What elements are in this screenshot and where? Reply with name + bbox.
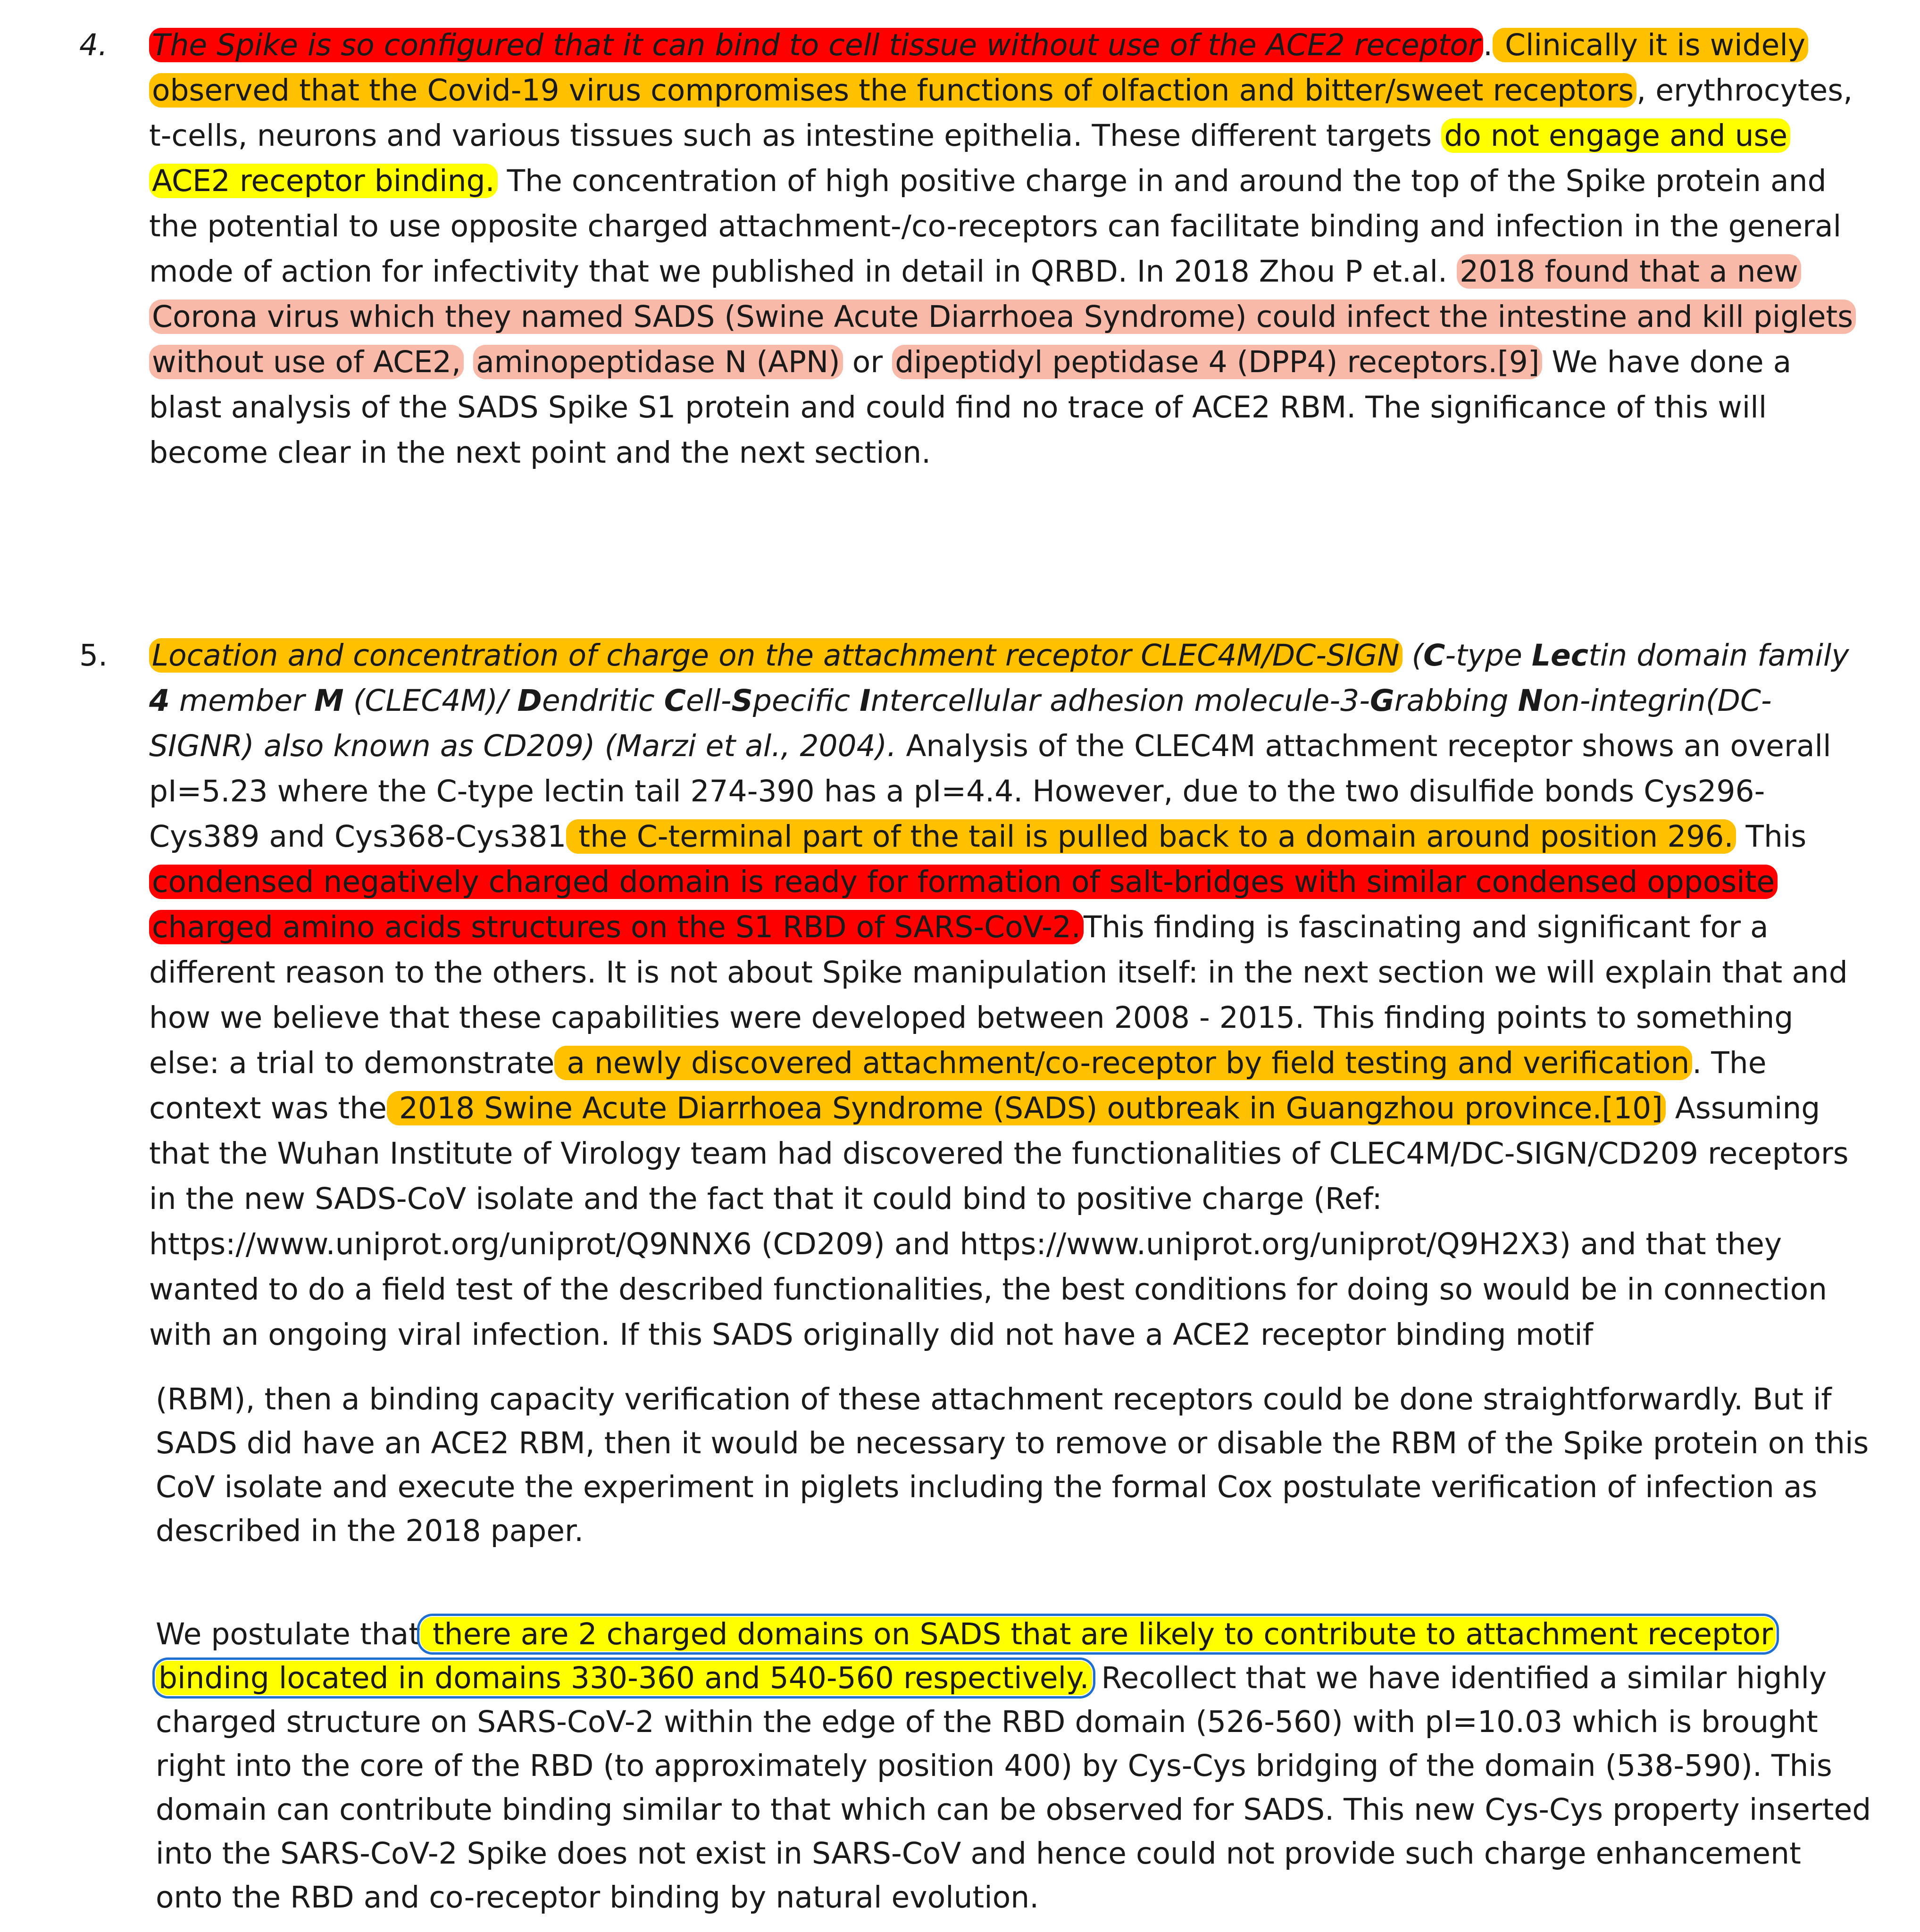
- item-5-continuation: (RBM), then a binding capacity verification of these attachment receptors could be done straightforwardly. But if SADS did have an ACE2 RBM, then it would be necessary to remove or disable the RBM of the Spike protein on this CoV isolate and execute the experiment in piglets including the formal Cox postulate verification of infection as described in the 2018 paper.: [156, 1382, 1869, 1548]
- definition-text: pecific: [752, 683, 860, 718]
- definition-text: tin domain family: [1588, 638, 1849, 673]
- item-5-domain-highlight: condensed negatively charged domain is ready for formation of salt-bridges with similar condensed opposite charged amino acids structures on the S1 RBD of SARS-CoV-2.: [149, 865, 1778, 944]
- definition-text: endritic: [542, 683, 664, 718]
- item-4-paragraph: [149, 23, 1866, 475]
- definition-text: ell-: [686, 683, 732, 718]
- item-4-sads-highlight: 2018 found that a new Corona virus which they named SADS (Swine Acute Diarrhoea Syndrome) could infect the intestine and kill piglets without use of ACE2,: [149, 254, 1856, 379]
- postulate-paragraph: [156, 1612, 1873, 1919]
- item-5-text: This: [1736, 819, 1807, 854]
- postulate-boxed-highlight: there are 2 charged domains on SADS that are likely to contribute to attachment receptor binding located in domains 330-360 and 540-560 respectively.: [156, 1617, 1776, 1695]
- definition-bold: C: [1423, 638, 1445, 673]
- definition-bold: Lec: [1531, 638, 1589, 673]
- item-5-title-highlight: Location and concentration of charge on the attachment receptor CLEC4M/DC-SIGN: [149, 638, 1402, 673]
- item-4-dpp4-highlight: dipeptidyl peptidase 4 (DPP4) receptors.[9]: [892, 345, 1542, 379]
- definition-bold: G: [1369, 683, 1394, 718]
- item-4-claim-highlight: The Spike is so configured that it can bind to cell tissue without use of the ACE2 receptor: [149, 28, 1483, 62]
- postulate-text: We postulate that: [156, 1617, 420, 1651]
- item-5-tail-highlight: the C-terminal part of the tail is pulled back to a domain around position 296.: [566, 819, 1736, 854]
- item-4-ace2-highlight: do not engage and use ACE2 receptor binding.: [149, 118, 1790, 198]
- definition-text: on-integrin(DC-SIGNR) also known as CD209) (Marzi et al., 2004).: [149, 683, 1772, 763]
- item-4-text: , erythrocytes, t-cells, neurons and various tissues such as intestine epithelia. These different targets: [149, 73, 1853, 153]
- item-4-clinical-highlight: Clinically it is widely observed that the Covid-19 virus compromises the functions of olfaction and bitter/sweet receptors: [149, 28, 1808, 108]
- item-4-text: or: [843, 345, 893, 379]
- definition-text: -type: [1445, 638, 1532, 673]
- definition-bold: N: [1518, 683, 1543, 718]
- definition-bold: 4: [149, 683, 170, 718]
- definition-text: rabbing: [1394, 683, 1518, 718]
- item-5-number: 5.: [79, 638, 108, 673]
- item-4-text: [464, 345, 473, 379]
- definition-text: member: [169, 683, 315, 718]
- item-4-number: 4.: [79, 28, 108, 62]
- item-4-apn-highlight: aminopeptidase N (APN): [473, 345, 843, 379]
- definition-bold: I: [860, 683, 871, 718]
- definition-bold: M: [314, 683, 344, 718]
- item-5-outbreak-highlight: 2018 Swine Acute Diarrhoea Syndrome (SADS) outbreak in Guangzhou province.[10]: [387, 1091, 1666, 1125]
- item-5-receptor-highlight: a newly discovered attachment/co-receptor by field testing and verification: [554, 1046, 1692, 1080]
- item-5-text: . The context was the: [149, 1046, 1767, 1125]
- definition-bold: D: [517, 683, 542, 718]
- definition-text: (CLEC4M)/: [343, 683, 518, 718]
- item-5-text: Analysis of the CLEC4M attachment receptor shows an overall pI=5.23 where the C-type lectin tail 274-390 has a pI=4.4. However, due to the two disulfide bonds Cys296-Cys389 and Cys368-Cys381: [149, 729, 1831, 854]
- definition-bold: S: [731, 683, 753, 718]
- item-5-text: Assuming that the Wuhan Institute of Virology team had discovered the functionalities of CLEC4M/DC-SIGN/CD209 receptors in the new SADS-CoV isolate and the fact that it could bind to positive charge (Ref: https://www.uniprot.org/uniprot/Q9NNX6 (CD209) and https://www.uniprot.org/uniprot/Q9H2X3) and that they wanted to do a field test of the described functionalities, the best conditions for doing so would be in connection with an ongoing viral infection. If this SADS originally did not have a ACE2 receptor binding motif: [149, 1091, 1849, 1352]
- item-5-paragraph: [149, 633, 1866, 1357]
- definition-text: (: [1402, 638, 1424, 673]
- postulate-text: Recollect that we have identified a similar highly charged structure on SARS-CoV-2 within the edge of the RBD domain (526-560) with pI=10.03 which is brought right into the core of the RBD (to approximately position 400) by Cys-Cys bridging of the domain (538-590). This domain can contribute binding similar to that which can be observed for SADS. This new Cys-Cys property inserted into the SARS-CoV-2 Spike does not exist in SARS-CoV and hence could not provide such charge enhancement onto the RBD and co-receptor binding by natural evolution.: [156, 1661, 1871, 1915]
- definition-bold: C: [664, 683, 686, 718]
- item-4-text: We have done a blast analysis of the SADS Spike S1 protein and could find no trace of ACE2 RBM. The significance of this will become clear in the next point and the next section.: [149, 345, 1792, 470]
- definition-text: ntercellular adhesion molecule-3-: [870, 683, 1370, 718]
- item-5-text: This finding is fascinating and significant for a different reason to the others. It is not about Spike manipulation itself: in the next section we will explain that and how we believe that these capabilities were developed between 2008 - 2015. This finding points to something else: a trial to demonstrate: [149, 910, 1848, 1080]
- item-4-text: The concentration of high positive charge in and around the top of the Spike protein and the potential to use opposite charged attachment-/co-receptors can facilitate binding and infection in the general mode of action for infectivity that we published in detail in QRBD. In 2018 Zhou P et.al.: [149, 164, 1842, 289]
- item-4-text: .: [1483, 28, 1493, 62]
